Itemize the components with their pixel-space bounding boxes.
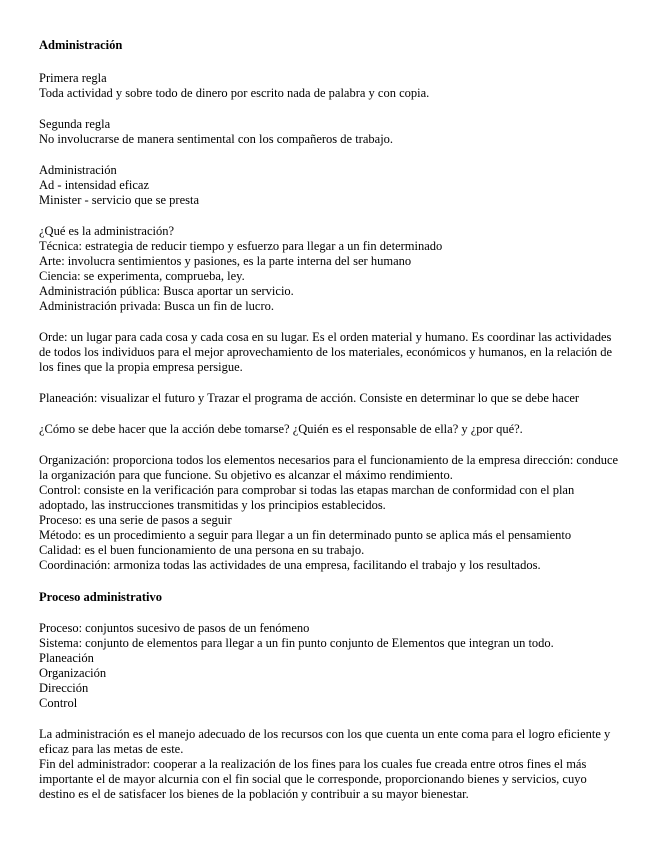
definition-publica: Administración pública: Busca aportar un servicio. (39, 284, 294, 298)
definition-control: Control: consiste en la verificación para comprobar si todas las etapas marchan de conformidad con el plan adoptado, las instrucciones transmitidas y los principios establecidos. (39, 483, 575, 512)
definition-coordinacion: Coordinación: armoniza todas las actividades de una empresa, facilitando el trabajo y los resultados. (39, 558, 541, 572)
first-rule-text: Toda actividad y sobre todo de dinero por escrito nada de palabra y con copia. (39, 86, 430, 100)
second-rule-text: No involucrarse de manera sentimental con los compañeros de trabajo. (39, 132, 394, 146)
definition-tecnica: Técnica: estrategia de reducir tiempo y esfuerzo para llegar a un fin determinado (39, 239, 443, 253)
closing-fin-administrador: Fin del administrador: cooperar a la realización de los fines para los cuales fue creada entre otros fines el más importante el de mayor alcurnia con el fin social que le corresponde, proporcionando bienes y servicios, cuyo destino es el de satisfacer los bienes de la población y contribuir a su mayor bienestar. (39, 757, 587, 801)
document-title: Administración (39, 38, 123, 52)
definition-proceso: Proceso: es una serie de pasos a seguir (39, 513, 232, 527)
what-is-section (39, 224, 624, 314)
definition-ciencia: Ciencia: se experimenta, comprueba, ley. (39, 269, 245, 283)
orden-paragraph: Orde: un lugar para cada cosa y cada cosa en su lugar. Es el orden material y humano. Es coordinar las actividades de todos los individuos para el mejor aprovechamiento de los materiales, económicos y humanos, en la relación de los fines que la propia empresa persigue. (39, 330, 613, 374)
document-page (39, 37, 624, 802)
etapa-item: Control (39, 696, 78, 710)
planeacion-paragraph: Planeación: visualizar el futuro y Trazar el programa de acción. Consiste en determinar lo que se debe hacer (39, 391, 580, 405)
closing-administracion: La administración es el manejo adecuado de los recursos con los que cuenta un ente coma para el logro eficiente y eficaz para las metas de este. (39, 727, 611, 756)
etapa-item: Planeación (39, 651, 94, 665)
rules-section (39, 71, 624, 147)
closing-section (39, 727, 624, 802)
definition-sistema: Sistema: conjunto de elementos para llegar a un fin punto conjunto de Elementos que integran un todo. (39, 636, 554, 650)
etapa-item: Organización (39, 666, 107, 680)
etymology-ad: Ad - intensidad eficaz (39, 178, 150, 192)
definition-metodo: Método: es un procedimiento a seguir para llegar a un fin determinado punto se aplica más el pensamiento (39, 528, 572, 542)
etymology-section (39, 163, 624, 208)
preguntas-paragraph: ¿Cómo se debe hacer que la acción debe tomarse? ¿Quién es el responsable de ella? y ¿por qué?. (39, 422, 523, 436)
definition-calidad: Calidad: es el buen funcionamiento de una persona en su trabajo. (39, 543, 365, 557)
first-rule-title: Primera regla (39, 71, 107, 85)
definition-privada: Administración privada: Busca un fin de lucro. (39, 299, 275, 313)
definition-arte: Arte: involucra sentimientos y pasiones, es la parte interna del ser humano (39, 254, 412, 268)
etymology-minister: Minister - servicio que se presta (39, 193, 200, 207)
what-is-question: ¿Qué es la administración? (39, 224, 175, 238)
etapa-item: Dirección (39, 681, 89, 695)
etymology-title: Administración (39, 163, 117, 177)
definitions-section (39, 453, 624, 573)
proceso-administrativo-title: Proceso administrativo (39, 590, 163, 604)
proceso-administrativo-section (39, 621, 624, 711)
second-rule-title: Segunda regla (39, 117, 111, 131)
definition-organizacion: Organización: proporciona todos los elementos necesarios para el funcionamiento de la empresa dirección: conduce la organización para que funcione. Su objetivo es alcanzar el máximo rendimiento. (39, 453, 619, 482)
definition-proceso-sucesivo: Proceso: conjuntos sucesivo de pasos de un fenómeno (39, 621, 310, 635)
